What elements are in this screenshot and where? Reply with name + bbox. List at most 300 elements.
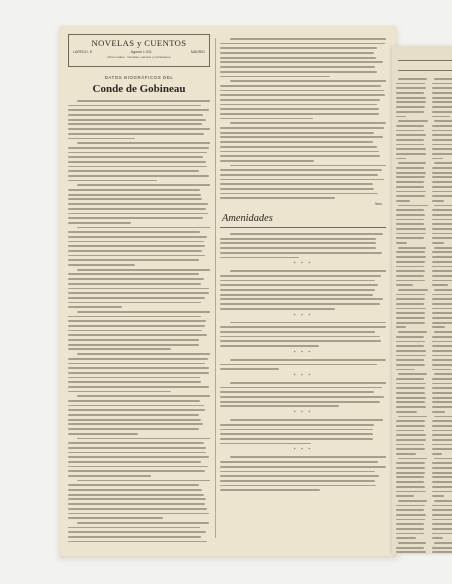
text-line [68, 400, 200, 402]
text-line [396, 181, 424, 183]
text-line [68, 175, 209, 177]
text-line [68, 498, 206, 500]
text-line [220, 257, 299, 259]
text-line [230, 382, 386, 384]
text-line [396, 453, 416, 455]
text-line [68, 133, 204, 135]
text-line [68, 344, 199, 346]
text-line [220, 461, 378, 463]
text-line [432, 453, 442, 455]
text-line [432, 514, 452, 516]
text-line [432, 317, 452, 319]
text-line [396, 509, 424, 511]
text-line [68, 306, 122, 308]
column-divider [215, 38, 216, 538]
text-line [396, 537, 416, 539]
amenidades-item-3 [220, 322, 386, 347]
text-line [432, 101, 452, 103]
text-line [77, 480, 210, 482]
text-line [396, 308, 426, 310]
text-line [432, 87, 452, 89]
text-line [396, 111, 424, 113]
text-line [434, 120, 452, 122]
text-line [220, 104, 377, 106]
text-line [432, 303, 452, 305]
text-line [396, 130, 424, 132]
text-line [396, 153, 426, 155]
text-line [220, 188, 374, 190]
text-line [432, 359, 452, 361]
right-column [220, 34, 386, 544]
text-line [432, 237, 452, 239]
text-line [396, 444, 424, 446]
text-line [396, 514, 426, 516]
text-line [396, 519, 425, 521]
text-line [434, 416, 452, 418]
text-line [220, 368, 279, 370]
text-line [220, 396, 384, 398]
text-line [220, 160, 314, 162]
text-line [432, 176, 452, 178]
text-line [432, 519, 452, 521]
text-line [220, 132, 374, 134]
text-line [220, 76, 330, 78]
text-line [434, 458, 452, 460]
masthead-city: MADRID [190, 50, 205, 54]
text-line [396, 369, 415, 371]
text-line [432, 191, 452, 193]
text-line [220, 146, 377, 148]
text-line [432, 275, 452, 277]
text-line [432, 153, 452, 155]
text-line [432, 322, 452, 324]
text-line [68, 517, 163, 519]
text-line [68, 273, 199, 275]
text-line [220, 155, 380, 157]
text-line [432, 284, 448, 286]
text-line [68, 452, 206, 454]
text-line [432, 158, 443, 160]
text-line [68, 447, 206, 449]
text-line [220, 197, 335, 199]
magazine-page [60, 26, 396, 556]
text-line [68, 391, 171, 393]
text-line [220, 433, 373, 435]
text-line [396, 401, 425, 403]
text-line [68, 367, 209, 369]
text-line [432, 219, 452, 221]
text-line [396, 83, 425, 85]
text-line [396, 355, 426, 357]
text-line [396, 392, 425, 394]
text-line [396, 387, 425, 389]
text-line [220, 174, 378, 176]
text-line [432, 462, 452, 464]
text-line [230, 419, 383, 421]
facing-page-column-b [432, 78, 452, 548]
text-line [396, 125, 424, 127]
text-line [396, 200, 410, 202]
text-line [68, 316, 201, 318]
text-line [220, 298, 383, 300]
separator-stars: * * * [293, 349, 313, 355]
text-line [434, 542, 452, 544]
text-line [396, 397, 426, 399]
separator-stars: * * * [293, 410, 313, 416]
text-line [432, 364, 452, 366]
text-line [220, 438, 373, 440]
text-line [432, 434, 452, 436]
text-line [68, 114, 203, 116]
text-line [434, 331, 452, 333]
text-line [396, 462, 425, 464]
text-line [432, 420, 452, 422]
text-line [68, 433, 138, 435]
masthead [68, 34, 210, 67]
text-line [396, 223, 424, 225]
text-line [230, 233, 383, 235]
amenidades-item-6 [220, 419, 386, 444]
text-line [68, 147, 209, 149]
article-body [68, 100, 210, 544]
text-line [432, 378, 452, 380]
text-line [220, 475, 379, 477]
text-line [230, 359, 386, 361]
text-line [68, 531, 206, 533]
text-line [432, 495, 444, 497]
text-line [68, 255, 205, 257]
text-line [432, 106, 452, 108]
text-line [396, 186, 424, 188]
amenidades-item-1 [220, 233, 386, 258]
text-line [398, 373, 428, 375]
text-line [68, 170, 199, 172]
text-line [396, 523, 424, 525]
text-line [432, 430, 452, 432]
text-line [432, 369, 451, 371]
text-line [68, 377, 200, 379]
amenidades-item-2 [220, 270, 386, 309]
text-line [68, 428, 199, 430]
text-line [68, 320, 206, 322]
continued-article-body [220, 38, 386, 199]
text-line [432, 92, 452, 94]
text-line [396, 491, 426, 493]
text-line [396, 116, 406, 118]
amenidades-item-7 [220, 456, 386, 491]
text-line [220, 47, 377, 49]
text-line [432, 341, 452, 343]
text-line [68, 128, 210, 130]
text-line [220, 326, 386, 328]
text-line [396, 106, 425, 108]
text-line [396, 195, 425, 197]
text-line [396, 341, 425, 343]
text-line [432, 551, 452, 553]
text-line [432, 444, 452, 446]
text-line [396, 191, 426, 193]
text-line [396, 134, 426, 136]
text-line [432, 294, 452, 296]
text-line [68, 161, 206, 163]
text-line [432, 172, 452, 174]
text-line [230, 38, 386, 40]
text-line [68, 166, 207, 168]
text-line [432, 448, 452, 450]
text-line [432, 116, 450, 118]
text-line [68, 236, 207, 238]
text-line [68, 470, 205, 472]
text-line [396, 228, 426, 230]
text-line [68, 419, 201, 421]
text-line [396, 364, 425, 366]
text-line [220, 340, 381, 342]
text-line [432, 266, 452, 268]
facing-page-column-a [396, 78, 426, 548]
text-line [68, 189, 200, 191]
text-line [398, 416, 427, 418]
text-line [396, 322, 425, 324]
text-line [396, 383, 426, 385]
text-line [398, 120, 428, 122]
text-line [68, 475, 151, 477]
text-line [432, 345, 452, 347]
text-line [432, 528, 452, 530]
facing-page [392, 46, 452, 554]
text-line [396, 486, 425, 488]
text-line [68, 109, 209, 111]
text-line [396, 209, 424, 211]
text-line [432, 242, 444, 244]
text-line [398, 542, 426, 544]
text-line [220, 85, 381, 87]
text-line [396, 345, 424, 347]
text-line [230, 80, 386, 82]
text-line [68, 180, 157, 182]
text-line [220, 66, 375, 68]
text-line [432, 476, 452, 478]
text-line [68, 381, 201, 383]
text-line [68, 409, 205, 411]
text-line [398, 205, 428, 207]
text-line [220, 308, 335, 310]
text-line [68, 213, 208, 215]
text-line [220, 57, 376, 59]
text-line [220, 275, 381, 277]
text-line [398, 500, 427, 502]
text-line [396, 139, 424, 141]
text-line [432, 491, 452, 493]
text-line [432, 336, 452, 338]
text-line [230, 165, 386, 167]
text-line [68, 494, 204, 496]
text-line [68, 288, 209, 290]
text-line [398, 458, 427, 460]
text-line [396, 172, 426, 174]
text-line [68, 217, 203, 219]
text-line [68, 222, 131, 224]
text-line [220, 113, 379, 115]
text-line [396, 350, 426, 352]
text-line [230, 322, 386, 324]
text-line [432, 298, 452, 300]
text-line [68, 358, 208, 360]
text-line [220, 61, 383, 63]
text-line [432, 139, 452, 141]
text-line [68, 541, 207, 543]
text-line [68, 339, 199, 341]
text-line [434, 373, 452, 375]
text-line [220, 151, 379, 153]
text-line [432, 392, 452, 394]
text-line [220, 183, 373, 185]
text-line [396, 176, 425, 178]
text-line [432, 144, 452, 146]
separator-stars: * * * [293, 261, 313, 267]
masthead-subtitle: Cinco reales · Novelas, cuentos y narraciones [107, 54, 171, 59]
text-line [432, 355, 452, 357]
text-line [68, 489, 202, 491]
text-line [77, 100, 210, 102]
text-line [432, 308, 452, 310]
text-line [220, 466, 386, 468]
text-line [396, 298, 425, 300]
text-line [432, 387, 452, 389]
text-line [432, 111, 452, 113]
text-line [434, 247, 452, 249]
text-line [68, 348, 171, 350]
text-line [220, 118, 313, 120]
separator-stars: * * * [293, 312, 313, 318]
text-line [68, 241, 204, 243]
text-line [68, 456, 209, 458]
text-line [68, 138, 135, 140]
text-line [68, 414, 199, 416]
text-line [396, 261, 425, 263]
text-line [434, 205, 452, 207]
left-column [68, 34, 210, 544]
text-line [220, 242, 376, 244]
text-line [68, 119, 206, 121]
text-line [432, 195, 452, 197]
text-line [68, 292, 209, 294]
text-line [220, 99, 380, 101]
text-line [396, 434, 426, 436]
text-line [396, 317, 425, 319]
text-line [396, 406, 426, 408]
text-line [396, 270, 425, 272]
text-line [396, 481, 424, 483]
text-line [220, 489, 320, 491]
text-line [432, 223, 452, 225]
text-line [432, 401, 452, 403]
text-line [396, 505, 425, 507]
text-line [68, 231, 200, 233]
text-line [220, 127, 384, 129]
text-line [432, 181, 452, 183]
text-line [396, 275, 424, 277]
text-line [432, 167, 452, 169]
text-line [434, 500, 452, 502]
text-line [398, 78, 428, 80]
text-line [396, 312, 425, 314]
text-line [220, 480, 375, 482]
text-line [432, 228, 452, 230]
text-line [396, 439, 426, 441]
text-line [68, 302, 201, 304]
text-line [68, 466, 208, 468]
text-line [77, 184, 210, 186]
text-line [220, 280, 375, 282]
text-line [396, 336, 424, 338]
text-line [432, 186, 452, 188]
masthead-location: LAREDO, 8 [73, 50, 92, 54]
text-line [68, 442, 204, 444]
text-line [432, 547, 452, 549]
text-line [68, 484, 199, 486]
text-line [68, 264, 135, 266]
text-line [220, 443, 311, 445]
text-line [432, 326, 445, 328]
text-line [230, 270, 386, 272]
text-line [68, 334, 207, 336]
text-line [432, 312, 452, 314]
text-line [434, 162, 452, 164]
text-line [68, 508, 207, 510]
section-rule [220, 227, 386, 228]
text-line [396, 425, 425, 427]
text-line [220, 94, 385, 96]
text-line [396, 533, 424, 535]
text-line [432, 148, 452, 150]
text-line [432, 505, 452, 507]
text-line [396, 242, 407, 244]
text-line [396, 495, 414, 497]
text-line [220, 485, 376, 487]
text-line [432, 261, 452, 263]
text-line [77, 522, 209, 524]
text-line [220, 136, 383, 138]
text-line [396, 266, 424, 268]
text-line [68, 245, 205, 247]
text-line [68, 194, 201, 196]
text-line [68, 198, 202, 200]
text-line [77, 395, 210, 397]
text-line [432, 383, 452, 385]
text-line [432, 439, 452, 441]
text-line [77, 142, 210, 144]
text-line [432, 350, 452, 352]
amenidades-item-5 [220, 382, 386, 407]
text-line [432, 472, 452, 474]
text-line [396, 214, 425, 216]
text-line [396, 359, 424, 361]
text-line [396, 251, 425, 253]
text-line [396, 294, 425, 296]
text-line [396, 378, 424, 380]
article-headline: Conde de Gobineau [92, 83, 186, 95]
masthead-date: Agosto 1.931 [130, 50, 152, 54]
text-line [68, 536, 201, 538]
text-line [396, 280, 425, 282]
text-line [220, 303, 380, 305]
text-line [220, 364, 377, 366]
text-line [396, 92, 424, 94]
text-line [396, 167, 424, 169]
text-line [220, 405, 339, 407]
text-line [432, 481, 452, 483]
text-line [396, 284, 413, 286]
